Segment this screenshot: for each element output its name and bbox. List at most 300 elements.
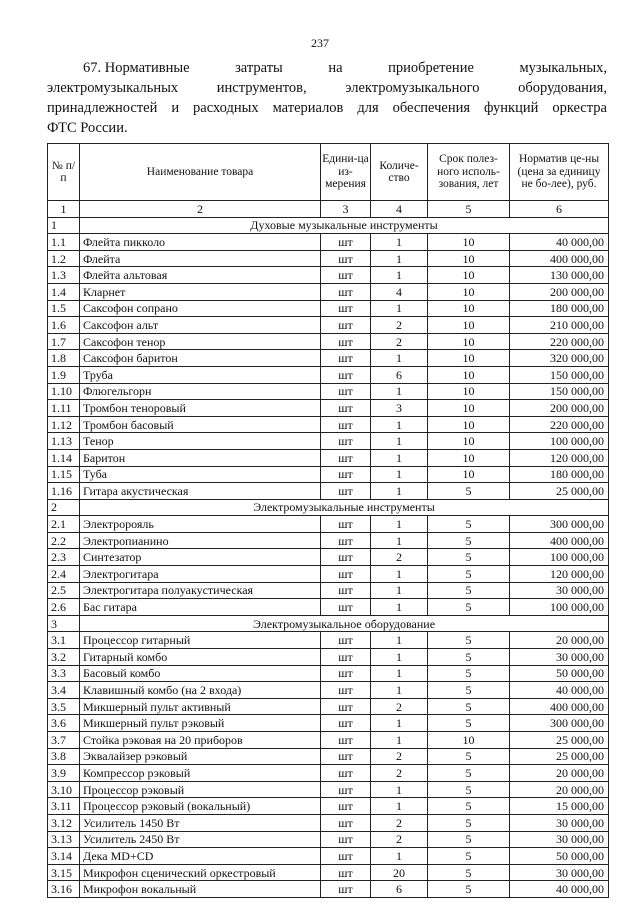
item-price: 200 000,00 <box>510 283 609 300</box>
row-number: 1.5 <box>48 300 80 317</box>
item-service-life: 5 <box>428 864 510 881</box>
item-service-life: 5 <box>428 814 510 831</box>
item-unit: шт <box>321 300 371 317</box>
item-unit: шт <box>321 400 371 417</box>
table-row <box>48 234 609 251</box>
item-service-life: 5 <box>428 698 510 715</box>
row-number: 3.2 <box>48 649 80 666</box>
item-service-life: 10 <box>428 300 510 317</box>
item-price: 100 000,00 <box>510 549 609 566</box>
item-unit: шт <box>321 649 371 666</box>
row-number: 3.11 <box>48 798 80 815</box>
table-row <box>48 599 609 616</box>
item-price: 120 000,00 <box>510 449 609 466</box>
item-quantity: 1 <box>371 566 428 583</box>
row-number: 1.14 <box>48 449 80 466</box>
item-name: Флейта альтовая <box>80 267 321 284</box>
row-number: 1.12 <box>48 416 80 433</box>
table-row <box>48 698 609 715</box>
table-row <box>48 582 609 599</box>
table-row <box>48 549 609 566</box>
row-number: 3.7 <box>48 732 80 749</box>
intro-word: 67. Нормативные <box>83 60 190 76</box>
intro-word: обеспечения <box>392 100 471 116</box>
table-row <box>48 383 609 400</box>
intro-word: электромузыкальных <box>47 80 179 96</box>
item-unit: шт <box>321 848 371 865</box>
item-price: 120 000,00 <box>510 566 609 583</box>
item-service-life: 10 <box>428 449 510 466</box>
item-service-life: 10 <box>428 383 510 400</box>
table-row <box>48 516 609 533</box>
table-row <box>48 848 609 865</box>
item-quantity: 1 <box>371 798 428 815</box>
header-item-name: Наименование товара <box>80 144 321 201</box>
item-name: Бас гитара <box>80 599 321 616</box>
item-unit: шт <box>321 549 371 566</box>
section-row <box>48 615 609 632</box>
item-price: 25 000,00 <box>510 748 609 765</box>
intro-line-1 <box>47 58 607 78</box>
item-name: Гитарный комбо <box>80 649 321 666</box>
item-unit: шт <box>321 748 371 765</box>
item-service-life: 10 <box>428 267 510 284</box>
table-row <box>48 333 609 350</box>
item-quantity: 1 <box>371 781 428 798</box>
item-name: Тромбон басовый <box>80 416 321 433</box>
item-name: Стойка рэковая на 20 приборов <box>80 732 321 749</box>
item-quantity: 2 <box>371 748 428 765</box>
table-row <box>48 781 609 798</box>
item-price: 30 000,00 <box>510 831 609 848</box>
header-number: № п/п <box>48 144 80 201</box>
table-row <box>48 814 609 831</box>
item-price: 20 000,00 <box>510 632 609 649</box>
item-service-life: 5 <box>428 781 510 798</box>
item-price: 40 000,00 <box>510 881 609 898</box>
item-name: Туба <box>80 466 321 483</box>
table-row <box>48 649 609 666</box>
item-quantity: 2 <box>371 549 428 566</box>
row-number: 1.2 <box>48 250 80 267</box>
row-number: 1.10 <box>48 383 80 400</box>
table-row <box>48 250 609 267</box>
item-price: 300 000,00 <box>510 715 609 732</box>
row-number: 3.10 <box>48 781 80 798</box>
item-unit: шт <box>321 864 371 881</box>
item-quantity: 1 <box>371 715 428 732</box>
item-unit: шт <box>321 798 371 815</box>
table-row <box>48 632 609 649</box>
item-price: 50 000,00 <box>510 665 609 682</box>
item-unit: шт <box>321 350 371 367</box>
page-number: 237 <box>311 36 329 50</box>
item-service-life: 10 <box>428 250 510 267</box>
row-number: 1.4 <box>48 283 80 300</box>
item-price: 150 000,00 <box>510 383 609 400</box>
column-number: 5 <box>428 201 510 218</box>
item-name: Микрофон вокальный <box>80 881 321 898</box>
intro-paragraph <box>47 58 607 138</box>
item-name: Клавишный комбо (на 2 входа) <box>80 682 321 699</box>
item-quantity: 2 <box>371 765 428 782</box>
item-name: Эквалайзер рэковый <box>80 748 321 765</box>
item-unit: шт <box>321 732 371 749</box>
item-service-life: 10 <box>428 466 510 483</box>
item-service-life: 5 <box>428 649 510 666</box>
table-body <box>48 217 609 897</box>
item-service-life: 5 <box>428 682 510 699</box>
row-number: 2.2 <box>48 532 80 549</box>
item-price: 130 000,00 <box>510 267 609 284</box>
item-quantity: 1 <box>371 516 428 533</box>
item-name: Процессор рэковый <box>80 781 321 798</box>
row-number: 1.16 <box>48 483 80 500</box>
item-service-life: 5 <box>428 483 510 500</box>
item-service-life: 10 <box>428 732 510 749</box>
item-price: 400 000,00 <box>510 698 609 715</box>
header-quantity: Количе-ство <box>371 144 428 201</box>
row-number: 1.9 <box>48 366 80 383</box>
item-unit: шт <box>321 814 371 831</box>
row-number: 2.1 <box>48 516 80 533</box>
item-name: Синтезатор <box>80 549 321 566</box>
row-number: 3.6 <box>48 715 80 732</box>
item-name: Процессор гитарный <box>80 632 321 649</box>
section-row <box>48 217 609 234</box>
item-service-life: 5 <box>428 881 510 898</box>
item-name: Электрогитара полуакустическая <box>80 582 321 599</box>
table-row <box>48 864 609 881</box>
item-name: Саксофон альт <box>80 317 321 334</box>
item-quantity: 1 <box>371 483 428 500</box>
row-number: 3.8 <box>48 748 80 765</box>
row-number: 3.12 <box>48 814 80 831</box>
item-price: 40 000,00 <box>510 682 609 699</box>
header-price-norm: Норматив це-ны (цена за единицу не бо-лее), руб. <box>510 144 609 201</box>
section-title: Духовые музыкальные инструменты <box>80 217 609 234</box>
intro-word: функций <box>484 100 539 116</box>
item-name: Процессор рэковый (вокальный) <box>80 798 321 815</box>
item-name: Тенор <box>80 433 321 450</box>
item-name: Дека MD+CD <box>80 848 321 865</box>
item-unit: шт <box>321 317 371 334</box>
item-unit: шт <box>321 283 371 300</box>
item-service-life: 10 <box>428 234 510 251</box>
item-unit: шт <box>321 632 371 649</box>
intro-word: электромузыкального <box>345 80 480 96</box>
item-unit: шт <box>321 250 371 267</box>
row-number: 2.5 <box>48 582 80 599</box>
section-number: 3 <box>48 615 80 632</box>
item-name: Электропианино <box>80 532 321 549</box>
item-quantity: 2 <box>371 317 428 334</box>
item-unit: шт <box>321 881 371 898</box>
item-price: 220 000,00 <box>510 416 609 433</box>
item-price: 180 000,00 <box>510 300 609 317</box>
item-price: 20 000,00 <box>510 765 609 782</box>
table-row <box>48 732 609 749</box>
item-unit: шт <box>321 599 371 616</box>
item-quantity: 1 <box>371 433 428 450</box>
item-name: Микшерный пульт рэковый <box>80 715 321 732</box>
item-unit: шт <box>321 665 371 682</box>
header-service-life: Срок полез-ного исполь-зования, лет <box>428 144 510 201</box>
item-quantity: 1 <box>371 582 428 599</box>
item-quantity: 1 <box>371 848 428 865</box>
item-quantity: 2 <box>371 814 428 831</box>
item-service-life: 5 <box>428 516 510 533</box>
row-number: 3.3 <box>48 665 80 682</box>
item-quantity: 2 <box>371 831 428 848</box>
table-row <box>48 798 609 815</box>
item-quantity: 1 <box>371 350 428 367</box>
item-unit: шт <box>321 483 371 500</box>
item-service-life: 10 <box>428 366 510 383</box>
item-quantity: 20 <box>371 864 428 881</box>
table-row <box>48 566 609 583</box>
header-unit: Едини-ца из-мерения <box>321 144 371 201</box>
item-name: Микшерный пульт активный <box>80 698 321 715</box>
item-service-life: 10 <box>428 433 510 450</box>
row-number: 3.9 <box>48 765 80 782</box>
column-number: 1 <box>48 201 80 218</box>
intro-line-3 <box>47 98 607 118</box>
section-title: Электромузыкальное оборудование <box>80 615 609 632</box>
item-price: 180 000,00 <box>510 466 609 483</box>
table-row <box>48 416 609 433</box>
table-row <box>48 748 609 765</box>
item-unit: шт <box>321 532 371 549</box>
item-name: Гитара акустическая <box>80 483 321 500</box>
item-service-life: 5 <box>428 582 510 599</box>
row-number: 3.5 <box>48 698 80 715</box>
table-row <box>48 665 609 682</box>
item-unit: шт <box>321 383 371 400</box>
item-price: 40 000,00 <box>510 234 609 251</box>
item-quantity: 1 <box>371 416 428 433</box>
item-unit: шт <box>321 433 371 450</box>
item-service-life: 5 <box>428 798 510 815</box>
item-unit: шт <box>321 416 371 433</box>
item-name: Саксофон баритон <box>80 350 321 367</box>
table-row <box>48 449 609 466</box>
item-unit: шт <box>321 582 371 599</box>
row-number: 3.4 <box>48 682 80 699</box>
item-quantity: 6 <box>371 366 428 383</box>
item-price: 25 000,00 <box>510 483 609 500</box>
table-row <box>48 881 609 898</box>
item-unit: шт <box>321 765 371 782</box>
intro-word: приобретение <box>388 60 474 76</box>
row-number: 3.1 <box>48 632 80 649</box>
item-price: 100 000,00 <box>510 599 609 616</box>
item-price: 400 000,00 <box>510 532 609 549</box>
table-row <box>48 831 609 848</box>
item-service-life: 5 <box>428 566 510 583</box>
table-row <box>48 433 609 450</box>
table-row <box>48 400 609 417</box>
intro-word: принадлежностей <box>47 100 158 116</box>
table-row <box>48 532 609 549</box>
item-unit: шт <box>321 831 371 848</box>
row-number: 1.15 <box>48 466 80 483</box>
item-quantity: 1 <box>371 466 428 483</box>
table-row <box>48 466 609 483</box>
table-row <box>48 715 609 732</box>
item-quantity: 1 <box>371 234 428 251</box>
item-name: Басовый комбо <box>80 665 321 682</box>
row-number: 2.4 <box>48 566 80 583</box>
table-row <box>48 283 609 300</box>
row-number: 1.1 <box>48 234 80 251</box>
item-service-life: 5 <box>428 532 510 549</box>
table-row <box>48 483 609 500</box>
item-service-life: 10 <box>428 283 510 300</box>
row-number: 1.3 <box>48 267 80 284</box>
item-price: 20 000,00 <box>510 781 609 798</box>
intro-line-2 <box>47 78 607 98</box>
column-number: 3 <box>321 201 371 218</box>
item-unit: шт <box>321 366 371 383</box>
item-unit: шт <box>321 715 371 732</box>
item-quantity: 1 <box>371 682 428 699</box>
row-number: 1.6 <box>48 317 80 334</box>
item-price: 25 000,00 <box>510 732 609 749</box>
section-row <box>48 499 609 516</box>
column-numbers-row <box>48 201 609 218</box>
item-name: Флюгельгорн <box>80 383 321 400</box>
item-quantity: 1 <box>371 532 428 549</box>
item-unit: шт <box>321 781 371 798</box>
column-number: 4 <box>371 201 428 218</box>
item-service-life: 5 <box>428 665 510 682</box>
intro-word: и <box>171 100 180 116</box>
row-number: 3.15 <box>48 864 80 881</box>
intro-word: инструментов, <box>216 80 307 96</box>
item-quantity: 1 <box>371 449 428 466</box>
item-unit: шт <box>321 449 371 466</box>
item-name: Усилитель 2450 Вт <box>80 831 321 848</box>
item-quantity: 1 <box>371 300 428 317</box>
item-quantity: 1 <box>371 732 428 749</box>
item-name: Кларнет <box>80 283 321 300</box>
item-unit: шт <box>321 698 371 715</box>
item-service-life: 5 <box>428 599 510 616</box>
item-price: 15 000,00 <box>510 798 609 815</box>
item-name: Труба <box>80 366 321 383</box>
item-name: Флейта пикколо <box>80 234 321 251</box>
item-service-life: 10 <box>428 416 510 433</box>
item-unit: шт <box>321 267 371 284</box>
column-number: 2 <box>80 201 321 218</box>
table-row <box>48 267 609 284</box>
row-number: 1.8 <box>48 350 80 367</box>
item-name: Электрогитара <box>80 566 321 583</box>
item-quantity: 6 <box>371 881 428 898</box>
item-name: Электророяль <box>80 516 321 533</box>
item-quantity: 1 <box>371 250 428 267</box>
item-price: 320 000,00 <box>510 350 609 367</box>
row-number: 1.7 <box>48 333 80 350</box>
item-name: Компрессор рэковый <box>80 765 321 782</box>
item-quantity: 1 <box>371 599 428 616</box>
item-quantity: 1 <box>371 632 428 649</box>
item-price: 30 000,00 <box>510 582 609 599</box>
item-name: Саксофон сопрано <box>80 300 321 317</box>
item-unit: шт <box>321 234 371 251</box>
item-service-life: 10 <box>428 400 510 417</box>
intro-word: музыкальных, <box>519 60 607 76</box>
item-unit: шт <box>321 516 371 533</box>
item-name: Флейта <box>80 250 321 267</box>
row-number: 1.11 <box>48 400 80 417</box>
table-row <box>48 317 609 334</box>
item-name: Усилитель 1450 Вт <box>80 814 321 831</box>
intro-word: расходных <box>193 100 259 116</box>
item-service-life: 5 <box>428 765 510 782</box>
item-name: Саксофон тенор <box>80 333 321 350</box>
item-service-life: 5 <box>428 549 510 566</box>
section-number: 1 <box>48 217 80 234</box>
table-row <box>48 350 609 367</box>
row-number: 2.3 <box>48 549 80 566</box>
intro-word: оборудования, <box>518 80 607 96</box>
item-service-life: 5 <box>428 632 510 649</box>
item-price: 50 000,00 <box>510 848 609 865</box>
item-price: 30 000,00 <box>510 814 609 831</box>
table-header-row <box>48 144 609 201</box>
intro-word: оркестра <box>552 100 607 116</box>
norms-table <box>47 143 609 898</box>
intro-line-4: ФТС России. <box>47 120 128 136</box>
section-number: 2 <box>48 499 80 516</box>
item-service-life: 10 <box>428 317 510 334</box>
item-service-life: 5 <box>428 831 510 848</box>
item-service-life: 10 <box>428 333 510 350</box>
item-name: Баритон <box>80 449 321 466</box>
row-number: 2.6 <box>48 599 80 616</box>
intro-word: затраты <box>235 60 283 76</box>
item-name: Тромбон теноровый <box>80 400 321 417</box>
item-service-life: 5 <box>428 715 510 732</box>
item-service-life: 5 <box>428 848 510 865</box>
intro-word: материалов <box>272 100 344 116</box>
item-price: 200 000,00 <box>510 400 609 417</box>
item-quantity: 4 <box>371 283 428 300</box>
item-quantity: 1 <box>371 267 428 284</box>
item-price: 300 000,00 <box>510 516 609 533</box>
item-quantity: 1 <box>371 383 428 400</box>
item-service-life: 5 <box>428 748 510 765</box>
table-row <box>48 366 609 383</box>
table-row <box>48 682 609 699</box>
table-row <box>48 765 609 782</box>
item-price: 400 000,00 <box>510 250 609 267</box>
column-number: 6 <box>510 201 609 218</box>
item-unit: шт <box>321 333 371 350</box>
row-number: 3.14 <box>48 848 80 865</box>
item-price: 150 000,00 <box>510 366 609 383</box>
intro-word: на <box>328 60 343 76</box>
row-number: 1.13 <box>48 433 80 450</box>
item-price: 30 000,00 <box>510 649 609 666</box>
item-unit: шт <box>321 682 371 699</box>
row-number: 3.16 <box>48 881 80 898</box>
item-quantity: 2 <box>371 698 428 715</box>
item-quantity: 1 <box>371 649 428 666</box>
item-quantity: 1 <box>371 665 428 682</box>
